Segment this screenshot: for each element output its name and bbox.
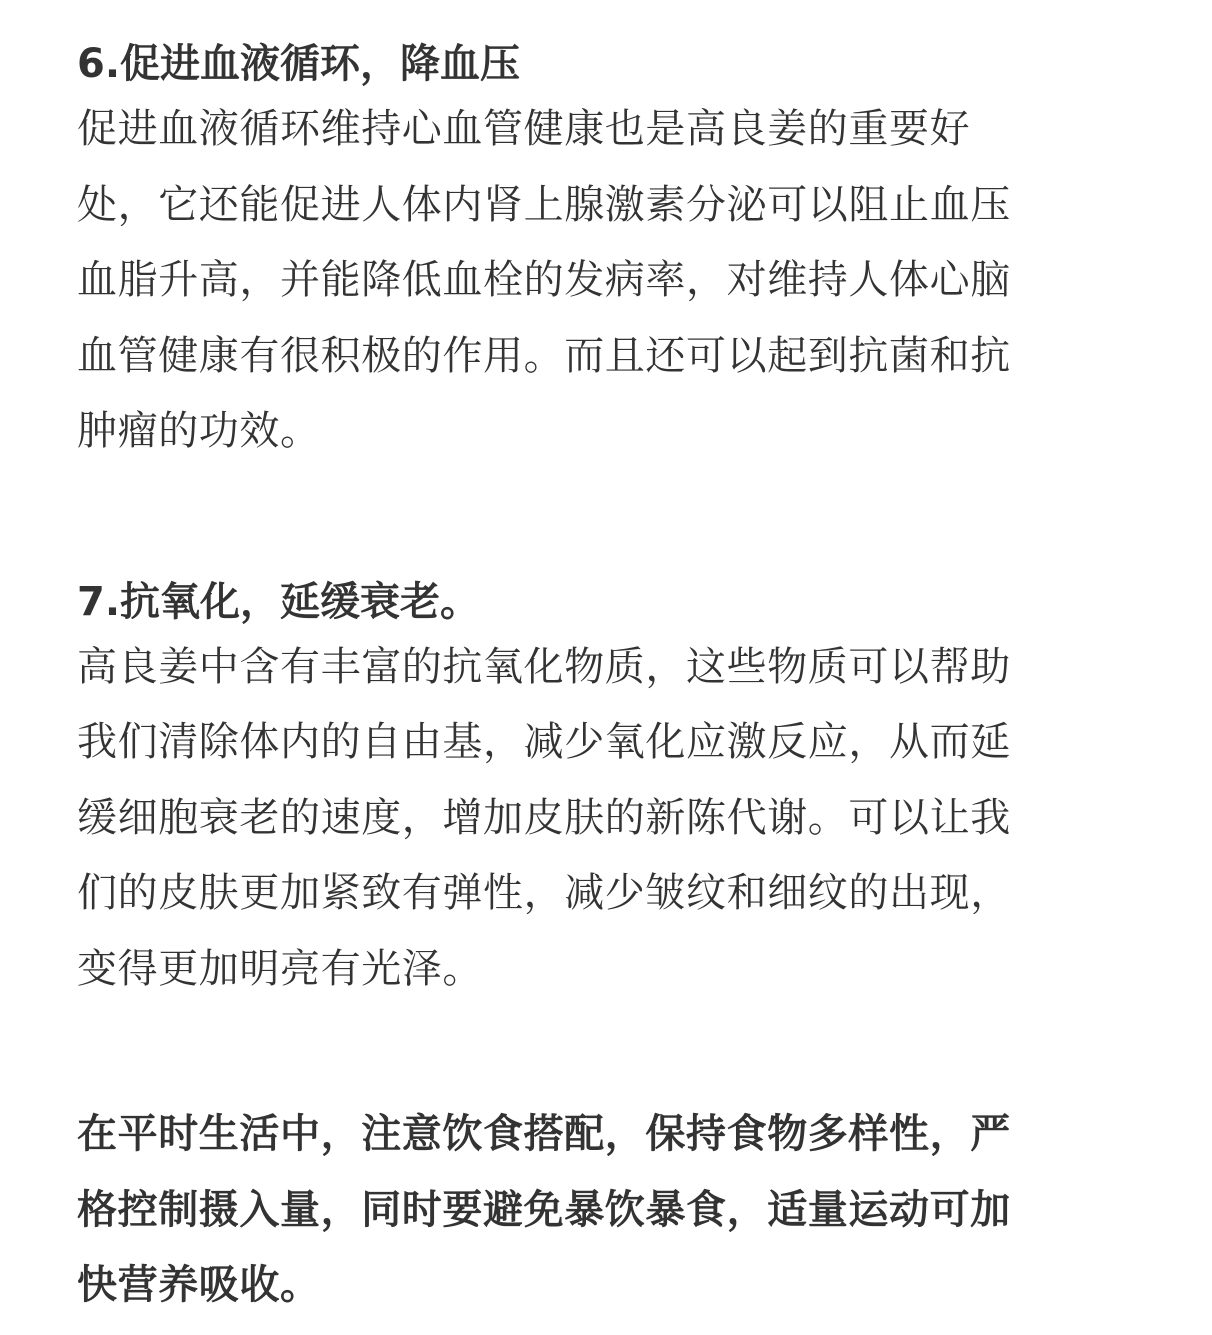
conclusion-line: 格控制摄入量，同时要避免暴饮暴食，适量运动可加 (77, 1186, 1011, 1233)
section-7-heading: 7.抗氧化，延缓衰老。 (77, 578, 481, 625)
section-7-paragraph (77, 630, 1127, 1008)
paragraph-line: 血脂升高，并能降低血栓的发病率，对维持人体心脑 (77, 257, 1011, 303)
section-spacer (77, 1007, 1127, 1097)
paragraph-line: 们的皮肤更加紧致有弹性，减少皱纹和细纹的出现， (77, 870, 1011, 916)
paragraph-line: 肿瘤的功效。 (77, 408, 321, 454)
paragraph-line: 处，它还能促进人体内肾上腺激素分泌可以阻止血压 (77, 181, 1011, 228)
paragraph-line: 高良姜中含有丰富的抗氧化物质，这些物质可以帮助 (77, 643, 1011, 690)
paragraph-line: 缓细胞衰老的速度，增加皮肤的新陈代谢。可以让我 (77, 794, 1011, 841)
section-7 (77, 574, 1127, 1008)
section-spacer (77, 470, 1127, 574)
article-body (77, 36, 1127, 1324)
conclusion-line: 在平时生活中，注意饮食搭配，保持食物多样性，严 (77, 1111, 1011, 1157)
paragraph-line: 变得更加明亮有光泽。 (77, 945, 483, 992)
conclusion-line: 快营养吸收。 (77, 1262, 321, 1308)
section-6-paragraph (77, 92, 1127, 470)
section-6 (77, 36, 1127, 470)
conclusion-paragraph (77, 1097, 1127, 1324)
paragraph-line: 我们清除体内的自由基，减少氧化应激反应，从而延 (77, 719, 1011, 765)
paragraph-line: 血管健康有很积极的作用。而且还可以起到抗菌和抗 (77, 332, 1011, 379)
section-6-heading: 6.促进血液循环，降血压 (77, 41, 521, 87)
paragraph-line: 促进血液循环维持心血管健康也是高良姜的重要好 (77, 106, 971, 152)
